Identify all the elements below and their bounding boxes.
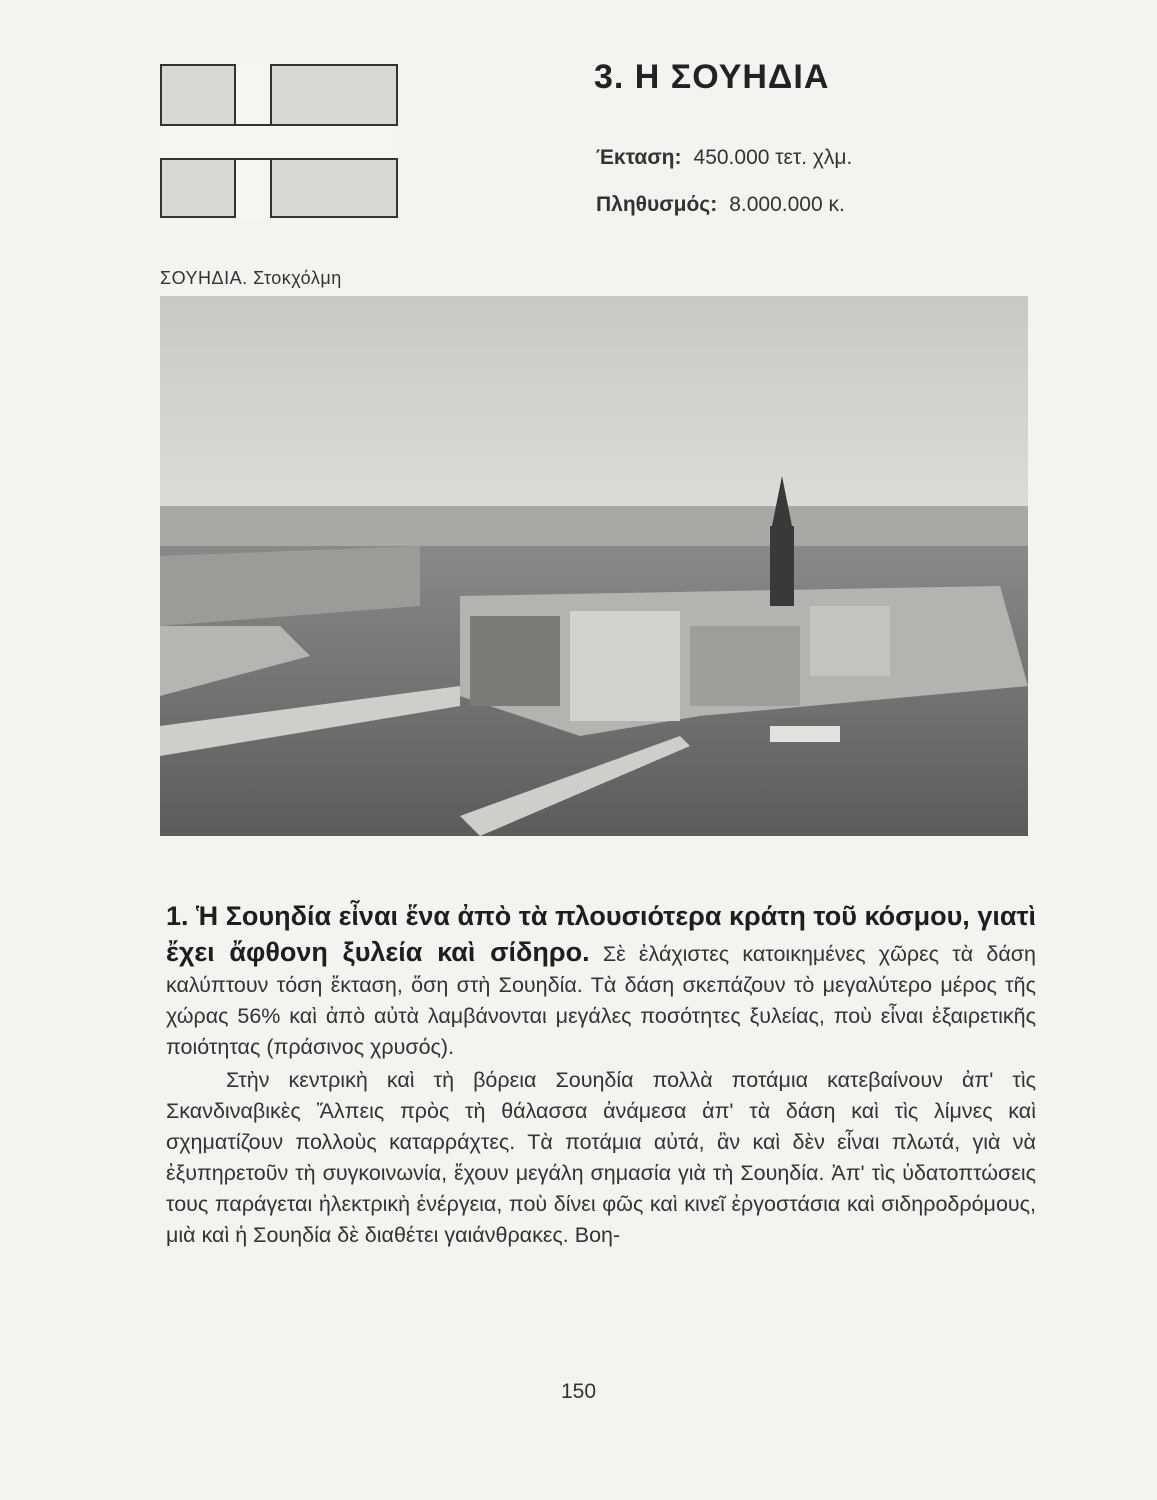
flag-horizontal-stripe: [160, 124, 398, 160]
population-value: 8.000.000 κ.: [729, 193, 845, 216]
photo-illustration: [160, 296, 1028, 836]
population-fact: [596, 193, 845, 217]
paragraph-1-rest: Σὲ ἐλάχιστες κατοικημένες χῶρες τὰ δάση καλύπτουν τόση ἔκταση, ὅση στὴ Σουηδία. Τὰ δάση σκεπάζουν τὸ μεγαλύτερο μέρος τῆς χώρας 56% καὶ ἀπὸ αὐτὰ λαμβάνονται μεγάλες ποσότητες ξυλείας, ποὺ εἶναι ἐξαιρετικῆς ποιότητας (πράσινος χρυσός).: [166, 942, 1037, 1059]
building-block: [690, 626, 800, 706]
church-tower: [770, 526, 794, 606]
lead-sentence: 1. Ἡ Σουηδία εἶναι ἕνα ἀπὸ τὰ πλουσιότερα κράτη τοῦ κόσμου, γιατὶ ἔχει ἄφθονη ξυλεία καὶ σίδηρο.: [166, 901, 1036, 967]
chapter-title: 3. Η ΣΟΥΗΔΙΑ: [594, 58, 830, 96]
building-block: [470, 616, 560, 706]
boat: [770, 726, 840, 742]
palace-block: [570, 611, 680, 721]
paragraph-1: [166, 898, 1036, 1063]
population-label: Πληθυσμός:: [596, 193, 718, 216]
building-block: [810, 606, 890, 676]
distant-city: [160, 506, 1028, 546]
swedish-flag-icon: [160, 64, 398, 218]
area-fact: [596, 146, 852, 170]
area-label: Έκταση:: [596, 146, 682, 169]
area-value: 450.000 τετ. χλμ.: [693, 146, 853, 169]
stockholm-aerial-photo: [160, 296, 1028, 836]
sky: [160, 296, 1028, 506]
page-number: 150: [560, 1380, 597, 1403]
paragraph-2: Στὴν κεντρικὴ καὶ τὴ βόρεια Σουηδία πολλὰ ποτάμια κατεβαίνουν ἀπ' τὶς Σκανδιναβικὲς Ἄλπεις πρὸς τὴ θάλασσα ἀνάμεσα ἀπ' τὰ δάση καὶ τὶς λίμνες καὶ σχηματίζουν πολλοὺς καταρράχτες. Τὰ ποτάμια αὐτά, ἂν καὶ δὲν εἶναι πλωτά, γιὰ νὰ ἐξυπηρετοῦν τὴ συγκοινωνία, ἔχουν μεγάλη σημασία γιὰ τὴ Σουηδία. Ἀπ' τὶς ὑδατοπτώσεις τους παράγεται ἠλεκτρικὴ ἐνέργεια, ποὺ δίνει φῶς καὶ κινεῖ ἐργοστάσια καὶ σιδηροδρόμους, μιὰ καὶ ἡ Σουηδία δὲ διαθέτει γαιάνθρακες. Βοη-: [166, 1068, 1036, 1247]
flag-cross-center: [236, 126, 270, 158]
body-text: [166, 898, 1036, 1251]
photo-caption: ΣΟΥΗΔΙΑ. Στοκχόλμη: [160, 268, 342, 288]
